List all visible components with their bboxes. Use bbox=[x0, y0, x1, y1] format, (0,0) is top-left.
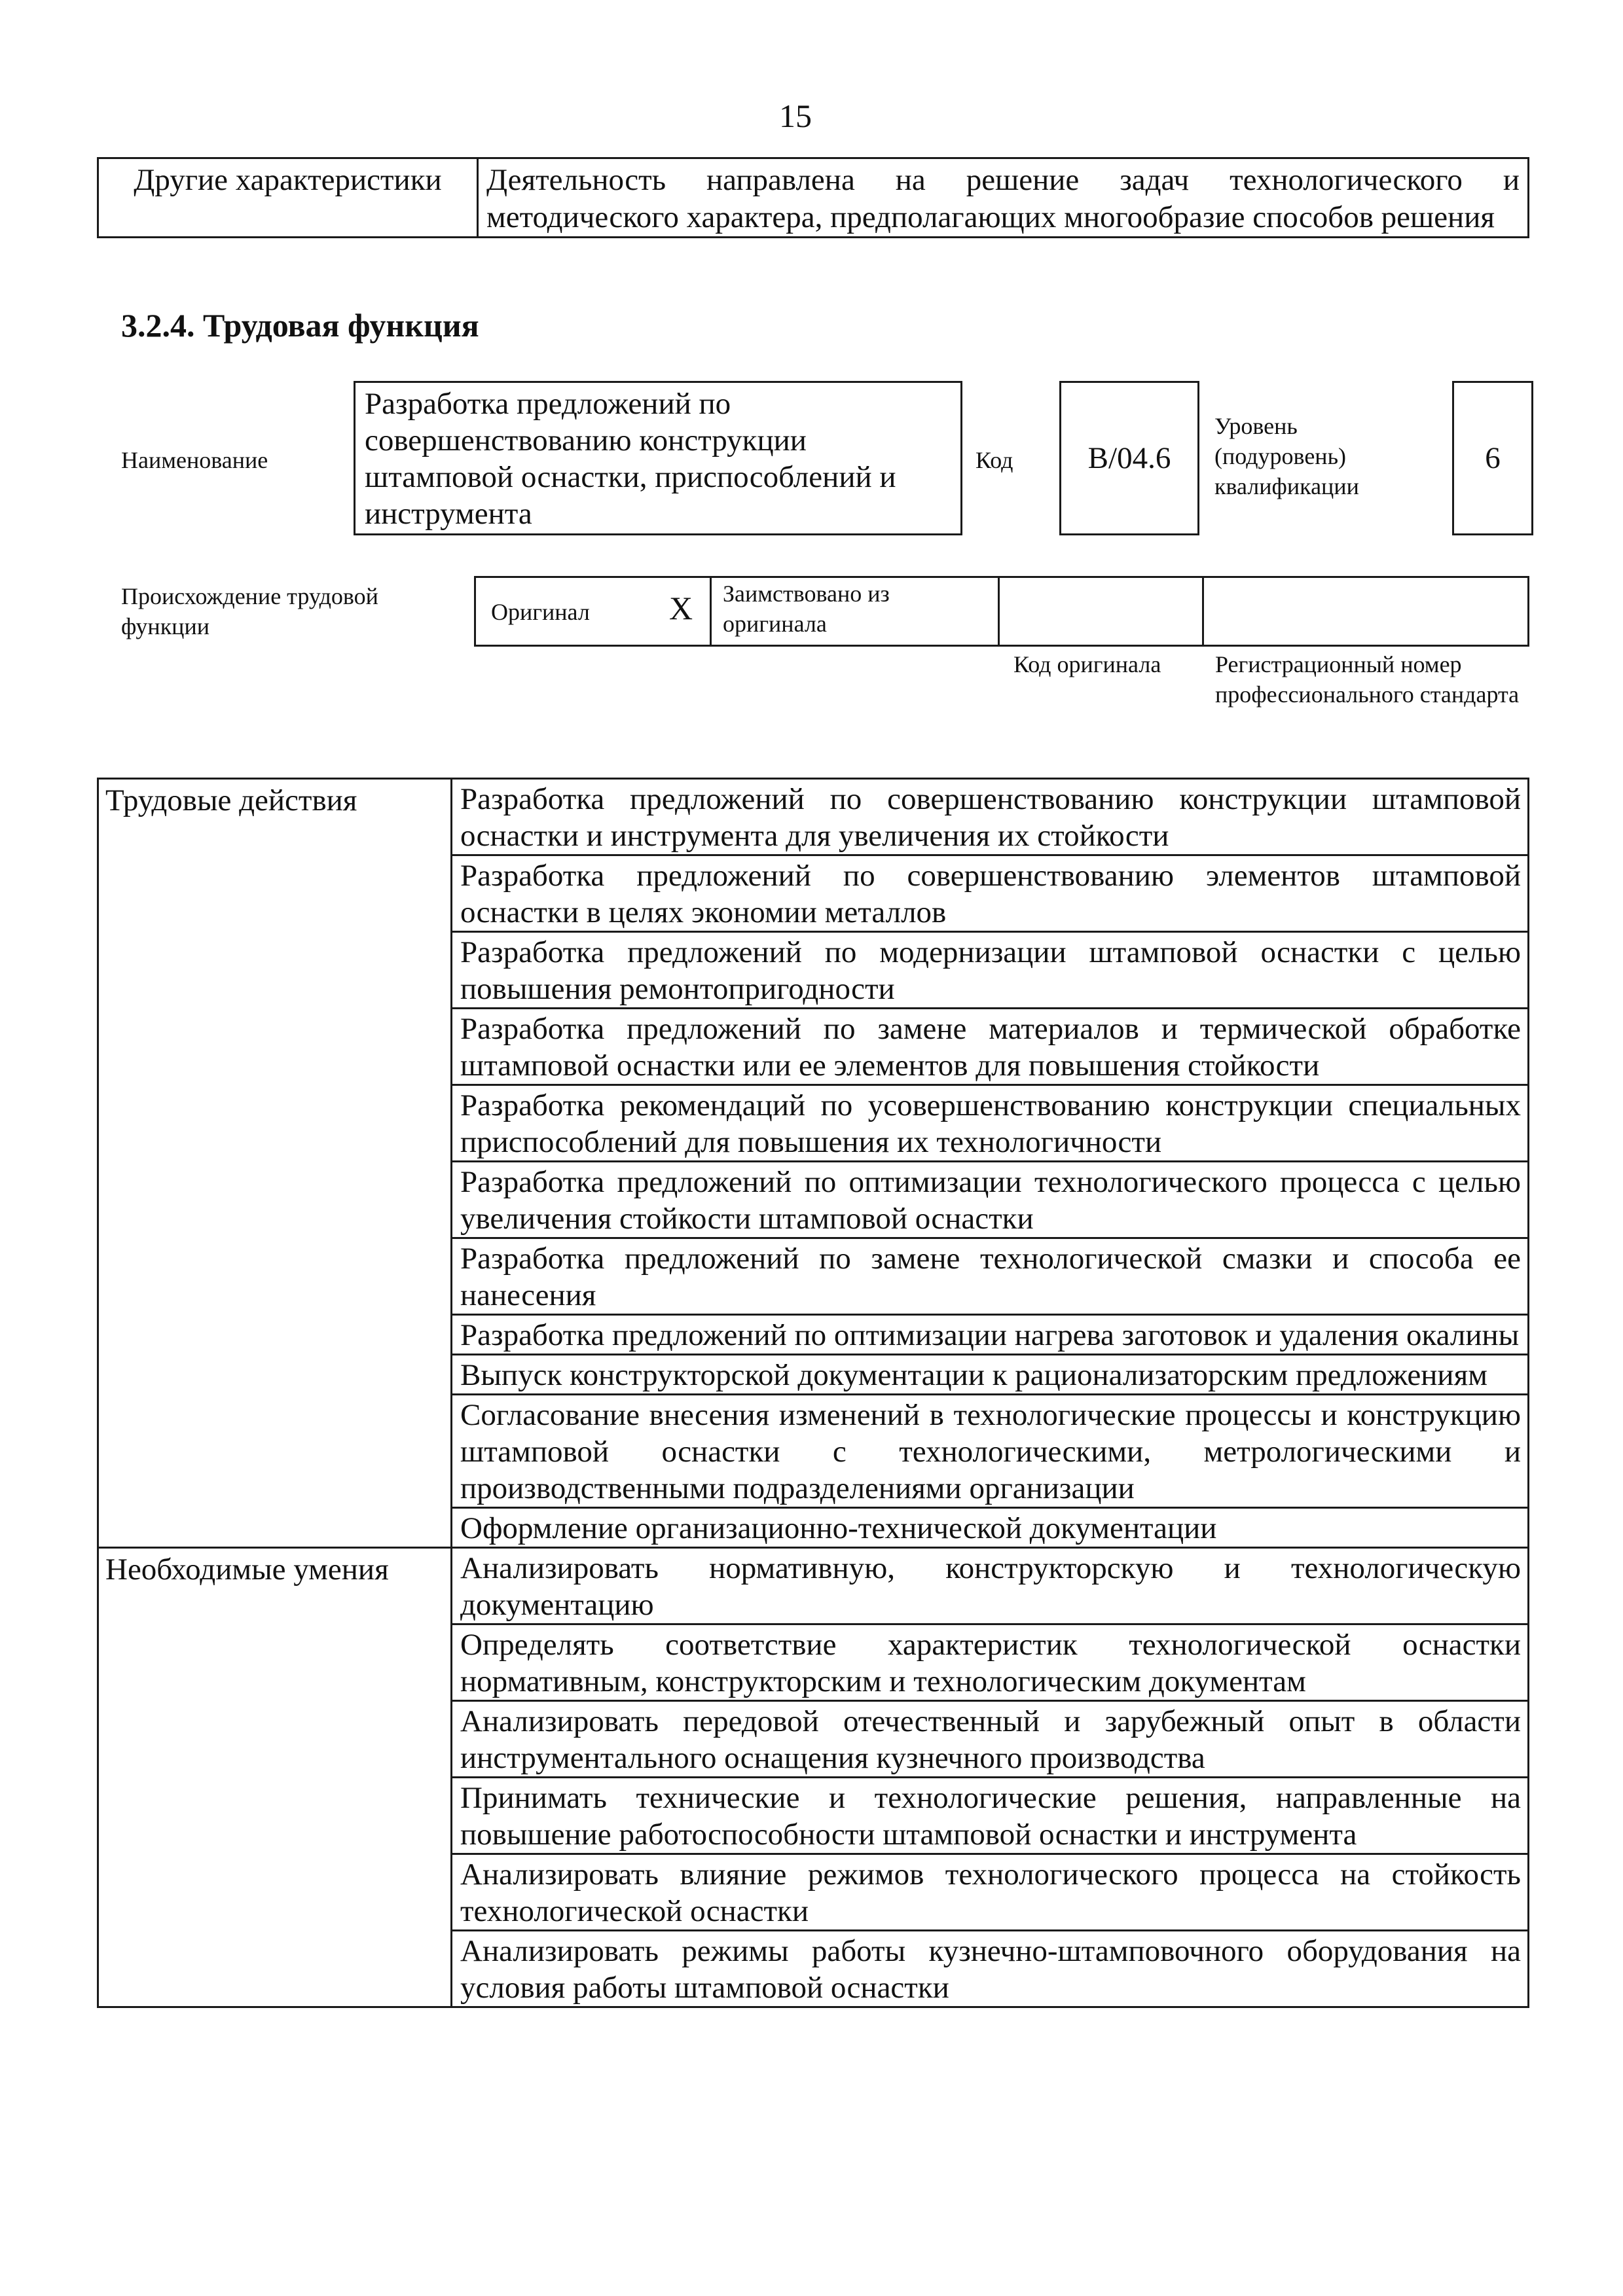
label-cell-spacer bbox=[98, 1162, 452, 1238]
table-row bbox=[98, 1778, 1529, 1854]
labor-actions-label: Трудовые действия bbox=[98, 779, 452, 855]
skill-item: Анализировать нормативную, конструкторскую и технологическую документацию bbox=[452, 1548, 1529, 1624]
label-cell-spacer bbox=[98, 1238, 452, 1315]
function-code: B/04.6 bbox=[1059, 381, 1199, 535]
skill-item: Определять соответствие характеристик технологической оснастки нормативным, конструкторским и технологическим документам bbox=[452, 1624, 1529, 1701]
level-label: Уровень (подуровень) квалификации bbox=[1214, 413, 1359, 499]
label-cell-spacer bbox=[98, 1355, 452, 1395]
origin-divider bbox=[1202, 576, 1204, 647]
table-row bbox=[98, 1315, 1529, 1355]
labor-action-item: Разработка рекомендаций по усовершенствованию конструкции специальных приспособлений для повышения их технологичности bbox=[452, 1085, 1529, 1162]
table-row bbox=[98, 158, 1529, 238]
skill-item: Принимать технические и технологические решения, направленные на повышение работоспособности штамповой оснастки и инструмента bbox=[452, 1778, 1529, 1854]
label-cell-spacer bbox=[98, 1931, 452, 2007]
function-details-table bbox=[97, 778, 1529, 2008]
qualification-level: 6 bbox=[1452, 381, 1533, 535]
label-cell-spacer bbox=[98, 1009, 452, 1085]
registration-number-caption: Регистрационный номер профессионального стандарта bbox=[1215, 651, 1520, 708]
table-row bbox=[98, 1701, 1529, 1778]
labor-action-item: Разработка предложений по замене материалов и термической обработке штамповой оснастки или ее элементов для повышения стойкости bbox=[452, 1009, 1529, 1085]
table-row bbox=[98, 1238, 1529, 1315]
other-characteristics-table bbox=[97, 157, 1529, 238]
function-name: Разработка предложений по совершенствованию конструкции штамповой оснастки, приспособлений и инструмента bbox=[354, 381, 962, 535]
table-row bbox=[98, 1085, 1529, 1162]
label-cell-spacer bbox=[98, 932, 452, 1009]
label-cell-spacer bbox=[98, 1085, 452, 1162]
label-cell-spacer bbox=[98, 1854, 452, 1931]
table-row bbox=[98, 1931, 1529, 2007]
table-row bbox=[98, 1009, 1529, 1085]
borrowed-label: Заимствовано из оригинала bbox=[723, 581, 890, 637]
origin-divider bbox=[998, 576, 1000, 647]
skill-item: Анализировать передовой отечественный и зарубежный опыт в области инструментального оснащения кузнечного производства bbox=[452, 1701, 1529, 1778]
labor-action-item: Разработка предложений по замене технологической смазки и способа ее нанесения bbox=[452, 1238, 1529, 1315]
original-code-caption: Код оригинала bbox=[1013, 651, 1161, 677]
label-cell-spacer bbox=[98, 1701, 452, 1778]
other-characteristics-value: Деятельность направлена на решение задач технологического и методического характера, предполагающих многообразие способов решения bbox=[478, 158, 1529, 238]
table-row bbox=[98, 1395, 1529, 1508]
table-row bbox=[98, 1355, 1529, 1395]
skill-item: Анализировать влияние режимов технологического процесса на стойкость технологической оснастки bbox=[452, 1854, 1529, 1931]
origin-box bbox=[474, 576, 1529, 647]
other-characteristics-label: Другие характеристики bbox=[98, 158, 478, 238]
labor-action-item: Оформление организационно-технической документации bbox=[452, 1508, 1529, 1548]
label-cell-spacer bbox=[98, 1624, 452, 1701]
labor-action-item: Разработка предложений по оптимизации технологического процесса с целью увеличения стойкости штамповой оснастки bbox=[452, 1162, 1529, 1238]
label-cell-spacer bbox=[98, 1778, 452, 1854]
table-row bbox=[98, 779, 1529, 855]
labor-action-item: Согласование внесения изменений в технологические процессы и конструкцию штамповой оснастки с технологическими, метрологическими и производственными подразделениями организации bbox=[452, 1395, 1529, 1508]
original-label: Оригинал bbox=[491, 599, 590, 625]
labor-action-item: Разработка предложений по модернизации штамповой оснастки с целью повышения ремонтопригодности bbox=[452, 932, 1529, 1009]
table-row bbox=[98, 1548, 1529, 1624]
table-row bbox=[98, 932, 1529, 1009]
labor-action-item: Разработка предложений по совершенствованию конструкции штамповой оснастки и инструмента для увеличения их стойкости bbox=[452, 779, 1529, 855]
required-skills-label: Необходимые умения bbox=[98, 1548, 452, 1624]
labor-action-item: Разработка предложений по оптимизации нагрева заготовок и удаления окалины bbox=[452, 1315, 1529, 1355]
section-title: 3.2.4. Трудовая функция bbox=[121, 307, 479, 344]
skill-item: Анализировать режимы работы кузнечно-штамповочного оборудования на условия работы штамповой оснастки bbox=[452, 1931, 1529, 2007]
name-label: Наименование bbox=[121, 447, 268, 473]
label-cell-spacer bbox=[98, 1315, 452, 1355]
table-row bbox=[98, 1162, 1529, 1238]
labor-action-item: Разработка предложений по совершенствованию элементов штамповой оснастки в целях экономии металлов bbox=[452, 855, 1529, 932]
origin-divider bbox=[710, 576, 712, 647]
label-cell-spacer bbox=[98, 1508, 452, 1548]
original-mark: X bbox=[669, 590, 693, 626]
label-cell-spacer bbox=[98, 855, 452, 932]
table-row bbox=[98, 855, 1529, 932]
labor-action-item: Выпуск конструкторской документации к рационализаторским предложениям bbox=[452, 1355, 1529, 1395]
code-label: Код bbox=[976, 447, 1013, 473]
origin-label: Происхождение трудовой функции bbox=[121, 583, 378, 639]
table-row bbox=[98, 1624, 1529, 1701]
label-cell-spacer bbox=[98, 1395, 452, 1508]
table-row bbox=[98, 1854, 1529, 1931]
table-row bbox=[98, 1508, 1529, 1548]
page-number: 15 bbox=[779, 98, 812, 134]
